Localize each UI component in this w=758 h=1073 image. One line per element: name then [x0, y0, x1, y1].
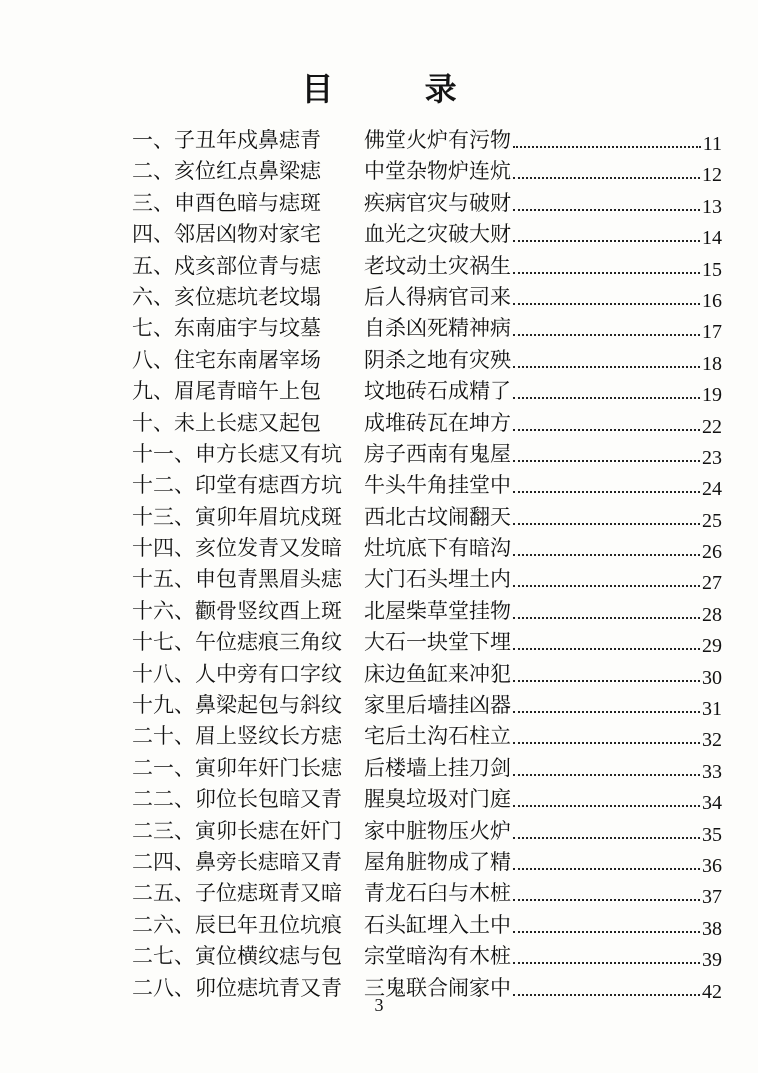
toc-entry-subtitle: 佛堂火炉有污物: [364, 128, 511, 152]
toc-dot-leader: [513, 554, 700, 587]
toc-entry-topic: 十七、午位痣痕三角纹: [132, 630, 342, 655]
toc-entry-topic: 二十、眉上竖纹长方痣: [132, 724, 342, 749]
toc-entry-topic: 二二、卯位长包暗又青: [132, 787, 342, 812]
toc-entry-page: 25: [702, 509, 722, 532]
toc-dot-leader: [513, 209, 700, 242]
toc-entry-subtitle: 中堂杂物炉连炕: [364, 159, 511, 184]
toc-dot-leader: [513, 241, 700, 274]
toc-entry-topic: 五、戍亥部位青与痣: [132, 253, 321, 278]
toc-dot-leader: [513, 178, 700, 211]
toc-entry-page: 19: [702, 384, 722, 407]
toc-entry-topic: 二四、鼻旁长痣暗又青: [132, 849, 342, 874]
toc-dot-leader: [513, 460, 700, 493]
toc-dot-leader: [513, 774, 700, 807]
toc-entry-topic: 十二、印堂有痣酉方坑: [132, 473, 342, 498]
toc-dot-leader: [513, 272, 700, 305]
toc-entry-topic: 八、住宅东南屠宰场: [132, 347, 321, 372]
toc-entry-subtitle: 血光之灾破大财: [364, 222, 511, 247]
toc-entry-subtitle: 家里后墙挂凶器: [364, 693, 511, 718]
toc-entry-page: 34: [702, 792, 722, 815]
toc-entry-topic: 二三、寅卯长痣在奸门: [132, 818, 342, 843]
toc-entry-topic: 二、亥位红点鼻梁痣: [132, 159, 321, 184]
toc-entry-subtitle: 西北古坟闹翻天: [364, 504, 511, 529]
toc-entry-topic: 十四、亥位发青又发暗: [132, 536, 342, 561]
toc-entry-subtitle: 大门石头埋土内: [364, 567, 511, 592]
toc-entry-page: 35: [702, 823, 722, 846]
toc-dot-leader: [513, 398, 700, 431]
toc-entry-page: 37: [702, 886, 722, 909]
toc-dot-leader: [513, 523, 700, 556]
toc-dot-leader: [513, 649, 700, 682]
toc-entry-page: 22: [702, 415, 722, 438]
toc-entry-subtitle: 北屋柴草堂挂物: [364, 598, 511, 623]
toc-dot-leader: [513, 366, 700, 399]
toc-entry-page: 24: [702, 478, 722, 501]
toc-dot-leader: [513, 617, 700, 650]
toc-entry-topic: 九、眉尾青暗午上包: [132, 379, 321, 404]
toc-dot-leader: [513, 837, 700, 870]
toc-dot-leader: [513, 680, 700, 713]
toc-entry-subtitle: 宗堂暗沟有木桩: [364, 944, 511, 969]
toc-entry-topic: 十八、人中旁有口字纹: [132, 661, 342, 686]
toc-entry-page: 27: [702, 572, 722, 595]
toc-entry-page: 28: [702, 603, 722, 626]
toc-entry-page: 32: [702, 729, 722, 752]
toc-dot-leader: [513, 146, 700, 179]
toc-entry-topic: 六、亥位痣坑老坟塌: [132, 284, 321, 309]
toc-entry-topic: 一、子丑年戍鼻痣青: [132, 128, 321, 152]
page-title: 目 录: [301, 70, 497, 108]
toc-entry-page: 12: [702, 164, 722, 187]
toc-dot-leader: [513, 868, 700, 901]
toc-entry-subtitle: 腥臭垃圾对门庭: [364, 787, 511, 812]
toc-entry-subtitle: 青龙石臼与木桩: [364, 881, 511, 906]
toc-entry-topic: 十五、申包青黑眉头痣: [132, 567, 342, 592]
toc-dot-leader: [513, 303, 700, 336]
toc-entry-page: 39: [702, 949, 722, 972]
toc-entry-topic: 十三、寅卯年眉坑戍斑: [132, 504, 342, 529]
toc-entry-page: 13: [702, 195, 722, 218]
toc-entry-page: 29: [702, 635, 722, 658]
toc-entry-page: 16: [702, 289, 722, 312]
toc-dot-leader: [513, 963, 700, 996]
page-number: 3: [374, 995, 384, 1015]
toc-entry-topic: 二一、寅卯年奸门长痣: [132, 755, 342, 780]
toc-entry-topic: 二八、卯位痣坑青又青: [132, 975, 342, 1000]
toc-entry-page: 11: [702, 133, 722, 155]
toc-entry-subtitle: 床边鱼缸来冲犯: [364, 661, 511, 686]
toc-entry-subtitle: 大石一块堂下埋: [364, 630, 511, 655]
toc-entry-subtitle: 房子西南有鬼屋: [364, 441, 511, 466]
toc-entry-page: 26: [702, 541, 722, 564]
toc-entry-subtitle: 自杀凶死精神病: [364, 316, 511, 341]
toc-entry-page: 15: [702, 258, 722, 281]
toc-entry-subtitle: 宅后土沟石柱立: [364, 724, 511, 749]
toc-dot-leader: [513, 335, 700, 368]
toc-dot-leader: [513, 429, 700, 462]
toc-entry-topic: 二六、辰巳年丑位坑痕: [132, 912, 342, 937]
toc-entry-subtitle: 后人得病官司来: [364, 284, 511, 309]
toc-dot-leader: [513, 492, 700, 525]
toc-entry-subtitle: 老坟动土灾祸生: [364, 253, 511, 278]
toc-entry-topic: 十六、颧骨竖纹酉上斑: [132, 598, 342, 623]
toc-entry-subtitle: 阴杀之地有灾殃: [364, 347, 511, 372]
toc-entry-page: 14: [702, 227, 722, 250]
toc-entry-topic: 十九、鼻梁起包与斜纹: [132, 693, 342, 718]
toc-entry-topic: 七、东南庙宇与坟墓: [132, 316, 321, 341]
toc-entry-topic: 四、邻居凶物对家宅: [132, 222, 321, 247]
toc-dot-leader: [513, 900, 700, 933]
toc-entry-page: 30: [702, 666, 722, 689]
toc-dot-leader: [513, 115, 701, 148]
toc-entry-subtitle: 三鬼联合闹家中: [364, 975, 511, 1000]
toc-entry-topic: 二五、子位痣斑青又暗: [132, 881, 342, 906]
toc-dot-leader: [513, 931, 700, 964]
toc-entry-subtitle: 疾病官灾与破财: [364, 190, 511, 215]
toc-entry-subtitle: 成堆砖瓦在坤方: [364, 410, 511, 435]
toc-entry-page: 23: [702, 446, 722, 469]
toc-entry-topic: 十一、申方长痣又有坑: [132, 441, 342, 466]
toc-entry-subtitle: 家中脏物压火炉: [364, 818, 511, 843]
toc-entry-page: 31: [702, 698, 722, 721]
toc-entry-page: 36: [702, 854, 722, 877]
toc-entry-subtitle: 坟地砖石成精了: [364, 379, 511, 404]
toc-entry-topic: 二七、寅位横纹痣与包: [132, 944, 342, 969]
toc-entry-page: 17: [702, 321, 722, 344]
toc-entry-page: 33: [702, 760, 722, 783]
toc-dot-leader: [513, 806, 700, 839]
toc-entry-subtitle: 灶坑底下有暗沟: [364, 536, 511, 561]
toc-entry-page: 18: [702, 352, 722, 375]
toc-entry-subtitle: 屋角脏物成了精: [364, 849, 511, 874]
table-of-contents: [132, 125, 722, 1004]
toc-dot-leader: [513, 586, 700, 619]
toc-entry-subtitle: 后楼墙上挂刀剑: [364, 755, 511, 780]
toc-entry-page: 42: [702, 980, 722, 1003]
toc-entry-subtitle: 牛头牛角挂堂中: [364, 473, 511, 498]
toc-dot-leader: [513, 743, 700, 776]
toc-entry-page: 38: [702, 917, 722, 940]
toc-dot-leader: [513, 711, 700, 744]
toc-entry-topic: 十、未上长痣又起包: [132, 410, 321, 435]
toc-entry-topic: 三、申酉色暗与痣斑: [132, 190, 321, 215]
toc-entry-subtitle: 石头缸埋入土中: [364, 912, 511, 937]
